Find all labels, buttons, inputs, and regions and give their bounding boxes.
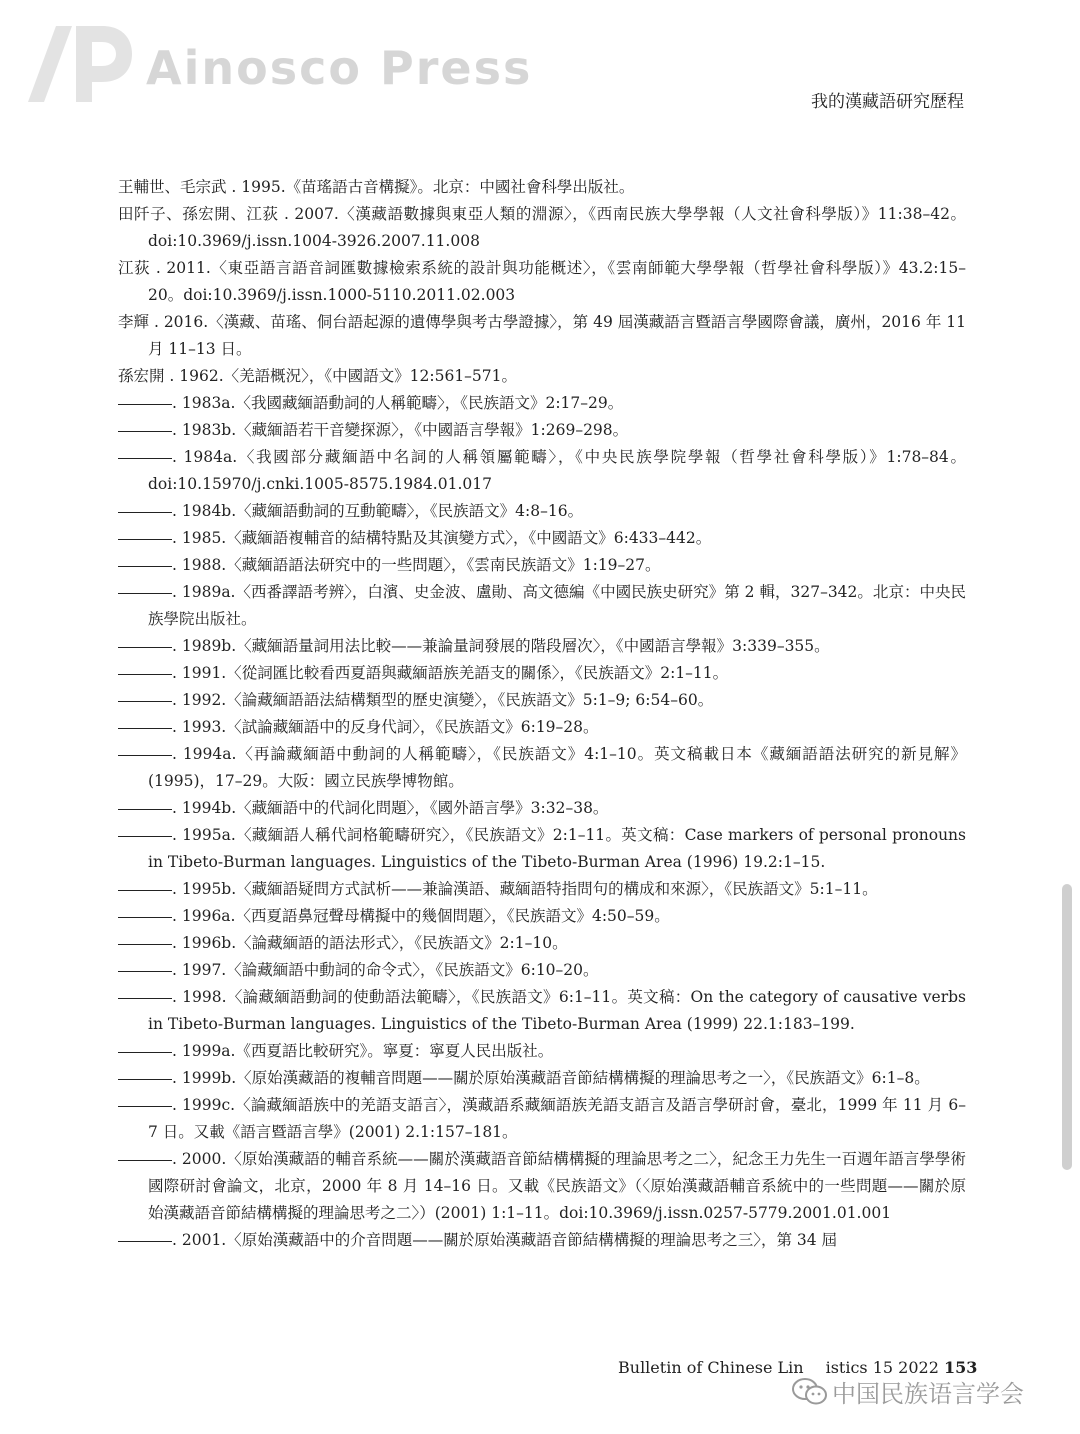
reference-entry bbox=[118, 498, 966, 525]
repeated-author-rule bbox=[118, 646, 172, 648]
repeated-author-rule bbox=[118, 727, 172, 729]
reference-text: . 1984b.〈藏緬語動詞的互動範疇〉，《民族語文》4:8–16。 bbox=[172, 502, 584, 520]
reference-entry bbox=[118, 822, 966, 876]
reference-entry bbox=[118, 444, 966, 498]
reference-text: . 1995b.〈藏緬語疑問方式試析——兼論漢語、藏緬語特指問句的構成和來源〉，《民族語文》5:1–11。 bbox=[172, 880, 878, 898]
reference-list bbox=[118, 174, 966, 1254]
reference-entry bbox=[118, 714, 966, 741]
reference-entry bbox=[118, 525, 966, 552]
reference-text: . 1996b.〈論藏緬語的語法形式〉，《民族語文》2:1–10。 bbox=[172, 934, 568, 952]
reference-text: . 1999b.〈原始漢藏語的複輔音問題——關於原始漢藏語音節結構構擬的理論思考之一〉，《民族語文》6:1–8。 bbox=[172, 1069, 930, 1087]
repeated-author-rule bbox=[118, 1078, 172, 1080]
journal-issue: istics 15 2022 bbox=[825, 1358, 939, 1377]
reference-text: . 1984a.〈我國部分藏緬語中名詞的人稱領屬範疇〉，《中央民族學院學報（哲學社會科學版）》1:78–84。doi:10.15970/j.cnki.1005-8575.1984.01.017 bbox=[148, 448, 966, 493]
page-number: 153 bbox=[943, 1358, 978, 1377]
reference-text: . 1997.〈論藏緬語中動詞的命令式〉，《民族語文》6:10–20。 bbox=[172, 961, 599, 979]
reference-text: . 1999c.〈論藏緬語族中的羌語支語言〉，漢藏語系藏緬語族羌語支語言及語言學研討會，臺北，1999 年 11 月 6–7 日。又載《語言暨語言學》(2001) 2.1:157–181。 bbox=[148, 1096, 966, 1141]
reference-entry bbox=[118, 1227, 966, 1254]
reference-entry bbox=[118, 1038, 966, 1065]
repeated-author-rule bbox=[118, 997, 172, 999]
repeated-author-rule bbox=[118, 808, 172, 810]
reference-entry bbox=[118, 255, 966, 309]
reference-text: . 1999a.《西夏語比較研究》。寧夏：寧夏人民出版社。 bbox=[172, 1042, 554, 1060]
reference-entry bbox=[118, 660, 966, 687]
repeated-author-rule bbox=[118, 889, 172, 891]
reference-entry bbox=[118, 201, 966, 255]
watermark-text: 中国民族语言学会 bbox=[832, 1380, 1024, 1408]
repeated-author-rule bbox=[118, 1051, 172, 1053]
reference-entry bbox=[118, 363, 966, 390]
reference-entry bbox=[118, 903, 966, 930]
repeated-author-rule bbox=[118, 592, 172, 594]
reference-text: . 1991.〈從詞匯比較看西夏語與藏緬語族羌語支的關係〉，《民族語文》2:1–11。 bbox=[172, 664, 729, 682]
repeated-author-rule bbox=[118, 754, 172, 756]
reference-text: . 1996a.〈西夏語鼻冠聲母構擬中的幾個問題〉，《民族語文》4:50–59。 bbox=[172, 907, 670, 925]
reference-text: . 1988.〈藏緬語語法研究中的一些問題〉，《雲南民族語文》1:19–27。 bbox=[172, 556, 661, 574]
reference-text: . 1994a.〈再論藏緬語中動詞的人稱範疇〉，《民族語文》4:1–10。英文稿載日本《藏緬語語法研究的新見解》(1995)，17–29。大阪：國立民族學博物館。 bbox=[148, 745, 966, 790]
reference-text: 李輝 . 2016.〈漢藏、苗瑤、侗台語起源的遺傳學與考古學證據〉，第 49 屆漢藏語言暨語言學國際會議，廣州，2016 年 11 月 11–13 日。 bbox=[118, 313, 966, 358]
repeated-author-rule bbox=[118, 943, 172, 945]
reference-text: . 1992.〈論藏緬語語法結構類型的歷史演變〉，《民族語文》5:1–9; 6:54–60。 bbox=[172, 691, 714, 709]
repeated-author-rule bbox=[118, 916, 172, 918]
repeated-author-rule bbox=[118, 403, 172, 405]
reference-text: . 1995a.〈藏緬語人稱代詞格範疇研究〉，《民族語文》2:1–11。英文稿：Case markers of personal pronouns in Tibeto-Burman languages. Linguistics of the Tibeto-Burman Area (1996) 19.2:1–15. bbox=[148, 826, 966, 871]
publisher-logo bbox=[18, 22, 136, 104]
repeated-author-rule bbox=[118, 565, 172, 567]
reference-entry bbox=[118, 1146, 966, 1227]
reference-entry bbox=[118, 1065, 966, 1092]
repeated-author-rule bbox=[118, 430, 172, 432]
journal-name: Bulletin of Chinese Lin bbox=[618, 1358, 804, 1377]
reference-entry bbox=[118, 417, 966, 444]
reference-entry bbox=[118, 579, 966, 633]
repeated-author-rule bbox=[118, 1240, 172, 1242]
reference-entry bbox=[118, 930, 966, 957]
running-head: 我的漢藏語研究歷程 bbox=[811, 92, 964, 112]
reference-entry bbox=[118, 390, 966, 417]
reference-text: . 1989a.〈西番譯語考辨〉，白濱、史金波、盧勛、高文德編《中國民族史研究》第 2 輯，327–342。北京：中央民族學院出版社。 bbox=[148, 583, 966, 628]
reference-text: . 2000.〈原始漢藏語的輔音系統——關於漢藏語音節結構構擬的理論思考之二〉，紀念王力先生一百週年語言學學術國際研討會論文，北京，2000 年 8 月 14–16 日。又載《民族語文》（〈原始漢藏語輔音系統中的一些問題——關於原始漢藏語音節結構構擬的理論思考之二〉）(2001) 1:1–11。doi:10.3969/j.issn.0257-5779.2001.01.001 bbox=[148, 1150, 966, 1222]
reference-entry bbox=[118, 957, 966, 984]
reference-text: 王輔世、毛宗武 . 1995.《苗瑤語古音構擬》。北京：中國社會科學出版社。 bbox=[118, 178, 635, 196]
reference-entry bbox=[118, 741, 966, 795]
reference-text: 江荻 . 2011.〈東亞語言語音詞匯數據檢索系統的設計與功能概述〉，《雲南師範大學學報（哲學社會科學版）》43.2:15–20。doi:10.3969/j.issn.1000-5110.2011.02.003 bbox=[118, 259, 966, 304]
publisher-name: Ainosco Press bbox=[146, 41, 533, 95]
reference-text: 孫宏開 . 1962.〈羌語概況〉，《中國語文》12:561–571。 bbox=[118, 367, 518, 385]
repeated-author-rule bbox=[118, 1105, 172, 1107]
reference-text: . 2001.〈原始漢藏語中的介音問題——關於原始漢藏語音節結構構擬的理論思考之三〉，第 34 屆 bbox=[172, 1231, 838, 1249]
reference-text: . 1993.〈試論藏緬語中的反身代詞〉，《民族語文》6:19–28。 bbox=[172, 718, 599, 736]
reference-entry bbox=[118, 795, 966, 822]
reference-text: . 1983a.〈我國藏緬語動詞的人稱範疇〉，《民族語文》2:17–29。 bbox=[172, 394, 624, 412]
repeated-author-rule bbox=[118, 835, 172, 837]
repeated-author-rule bbox=[118, 457, 172, 459]
reference-entry bbox=[118, 1092, 966, 1146]
reference-entry bbox=[118, 309, 966, 363]
reference-text: . 1994b.〈藏緬語中的代詞化問題〉，《國外語言學》3:32–38。 bbox=[172, 799, 609, 817]
reference-text: . 1998.〈論藏緬語動詞的使動語法範疇〉，《民族語文》6:1–11。英文稿：On the category of causative verbs in Tibeto-Burman languages. Linguistics of the Tibeto-Burman Area (1999) 22.1:183–199. bbox=[148, 988, 966, 1033]
repeated-author-rule bbox=[118, 673, 172, 675]
reference-text: . 1983b.〈藏緬語若干音變探源〉，《中國語言學報》1:269–298。 bbox=[172, 421, 629, 439]
wechat-icon bbox=[790, 1376, 830, 1408]
reference-entry bbox=[118, 174, 966, 201]
reference-entry bbox=[118, 687, 966, 714]
watermark bbox=[790, 1374, 1024, 1409]
reference-text: 田阡子、孫宏開、江荻 . 2007.〈漢藏語數據與東亞人類的淵源〉，《西南民族大學學報（人文社會科學版）》11:38–42。doi:10.3969/j.issn.1004-3926.2007.11.008 bbox=[118, 205, 966, 250]
reference-entry bbox=[118, 633, 966, 660]
repeated-author-rule bbox=[118, 538, 172, 540]
reference-entry bbox=[118, 552, 966, 579]
repeated-author-rule bbox=[118, 700, 172, 702]
reference-text: . 1989b.〈藏緬語量詞用法比較——兼論量詞發展的階段層次〉，《中國語言學報》3:339–355。 bbox=[172, 637, 830, 655]
scrollbar-thumb[interactable] bbox=[1062, 884, 1072, 1170]
reference-text: . 1985.〈藏緬語複輔音的結構特點及其演變方式〉，《中國語文》6:433–442。 bbox=[172, 529, 712, 547]
repeated-author-rule bbox=[118, 970, 172, 972]
repeated-author-rule bbox=[118, 511, 172, 513]
reference-entry bbox=[118, 876, 966, 903]
repeated-author-rule bbox=[118, 1159, 172, 1161]
reference-entry bbox=[118, 984, 966, 1038]
